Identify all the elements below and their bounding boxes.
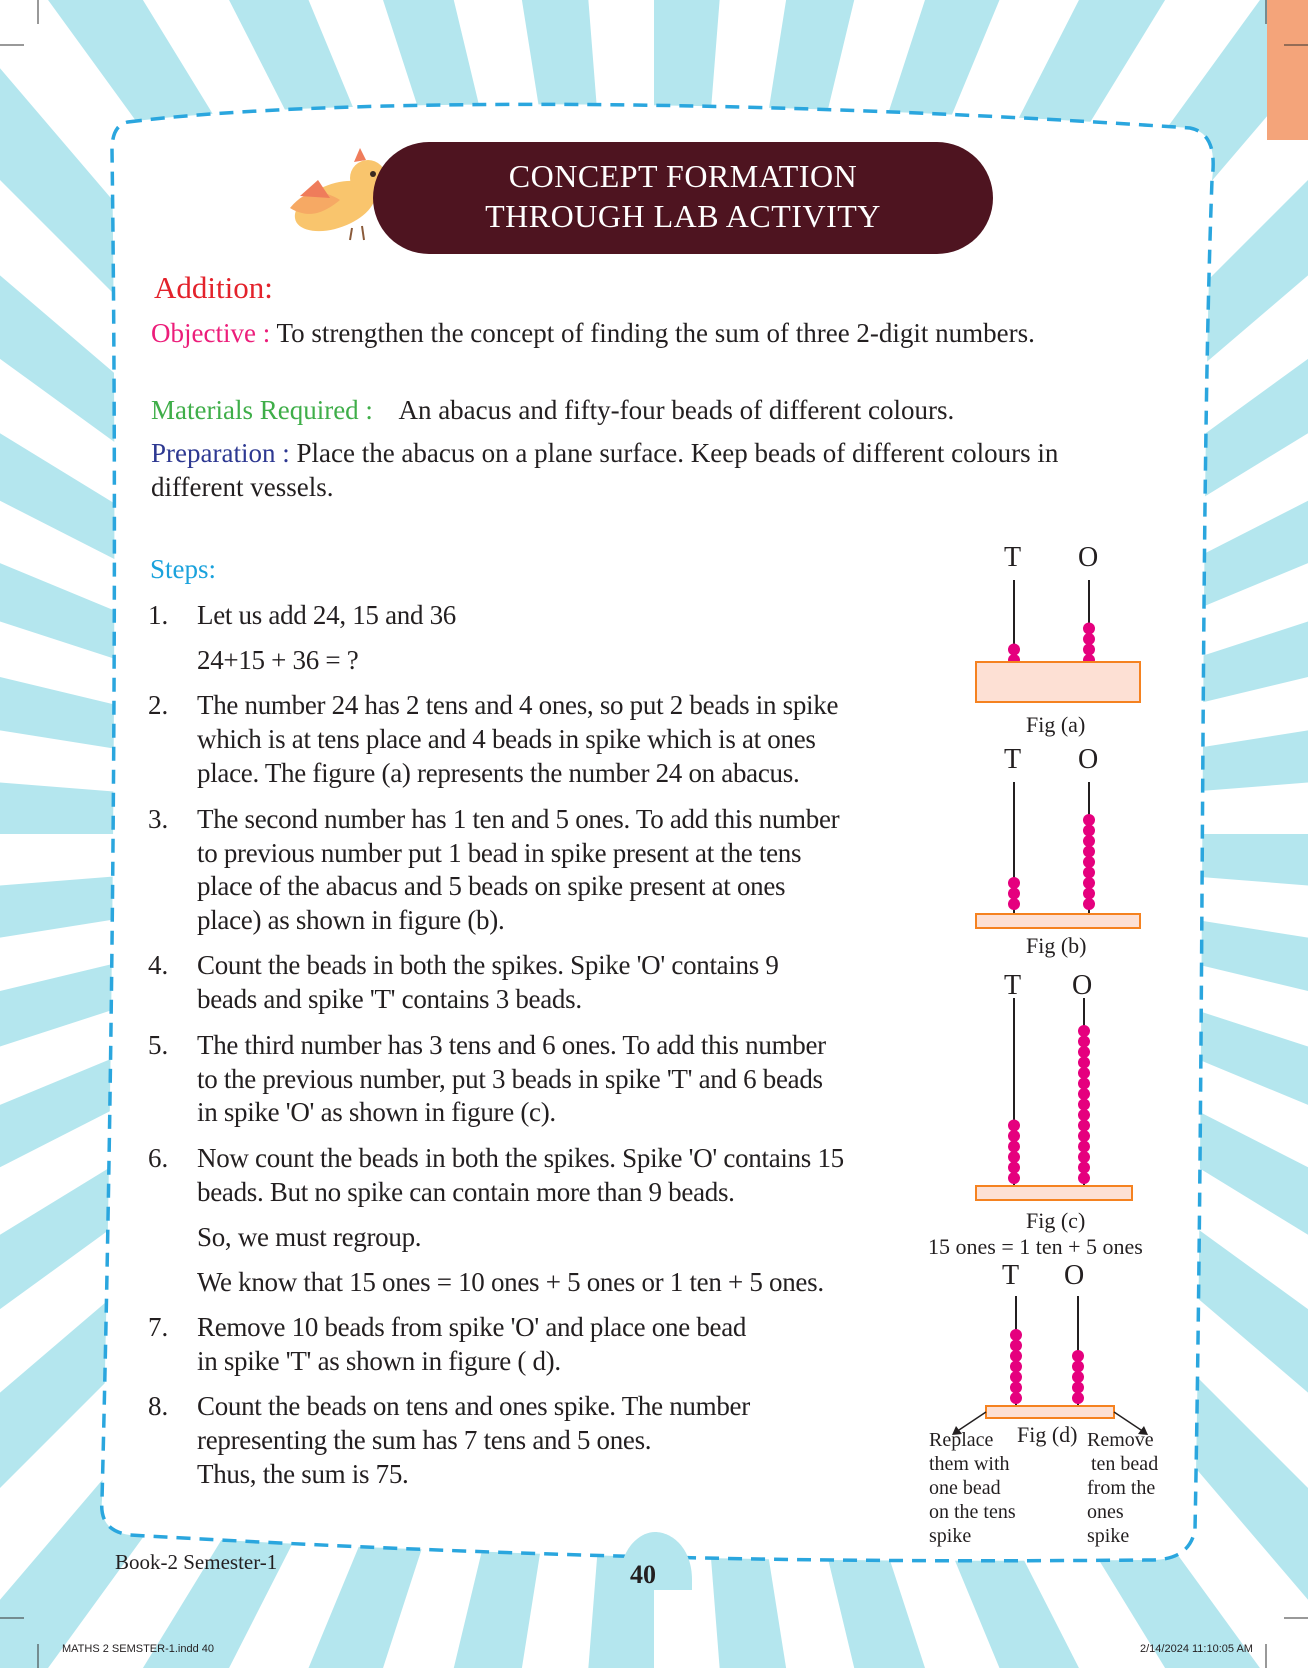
figure-caption: Fig (b) [1026, 933, 1087, 958]
steps-title: Steps: [150, 554, 217, 584]
ones-bead [1083, 867, 1095, 879]
title-banner [373, 142, 993, 254]
objective-text: To strengthen the concept of finding the sum of three 2-digit numbers. [276, 318, 1035, 348]
figure-caption: Fig (c) [1026, 1208, 1086, 1233]
ones-bead [1083, 814, 1095, 826]
tens-bead [1010, 1392, 1022, 1404]
step-line: We know that 15 ones = 10 ones + 5 ones or 1 ten + 5 ones. [197, 1267, 824, 1297]
note-line: ten bead [1091, 1453, 1159, 1475]
tens-bead [1010, 1382, 1022, 1394]
materials-label: Materials Required : [151, 395, 373, 425]
note-line: them with [929, 1453, 1010, 1475]
ones-bead [1078, 1109, 1090, 1121]
remove-note [1087, 1428, 1158, 1548]
ones-bead [1072, 1350, 1084, 1362]
tens-bead [1010, 1340, 1022, 1352]
tens-bead [1010, 1371, 1022, 1383]
abacus-base [976, 1186, 1132, 1200]
note-line: spike [1087, 1525, 1130, 1547]
tens-bead [1008, 1141, 1020, 1153]
ones-bead [1083, 825, 1095, 837]
step-number: 6. [148, 1143, 169, 1173]
step-line: Count the beads on tens and ones spike. The number [197, 1391, 750, 1421]
ones-bead [1083, 846, 1095, 858]
tens-bead [1010, 1350, 1022, 1362]
preparation-text: Place the abacus on a plane surface. Keep beads of different colours in different vessels. [151, 438, 1059, 502]
tens-bead [1010, 1361, 1022, 1373]
step-line: to previous number put 1 bead in spike present at the tens [197, 838, 802, 868]
step-line: in spike 'T' as shown in figure ( d). [197, 1346, 561, 1376]
chapter-tab [1267, 0, 1308, 140]
ones-bead [1083, 888, 1095, 900]
objective-label: Objective : [151, 318, 271, 348]
tens-bead [1008, 1130, 1020, 1142]
note-line: spike [929, 1525, 972, 1547]
page-number: 40 [630, 1560, 656, 1589]
tens-bead [1008, 1172, 1020, 1184]
print-slug-file: MATHS 2 SEMSTER-1.indd 40 [62, 1643, 215, 1655]
tens-bead [1010, 1329, 1022, 1341]
ones-bead [1078, 1057, 1090, 1069]
step-line: So, we must regroup. [197, 1222, 422, 1252]
step-line: Thus, the sum is 75. [197, 1459, 409, 1489]
preparation-label: Preparation : [151, 438, 290, 468]
note-line: one bead [929, 1477, 1001, 1499]
step-number: 5. [148, 1030, 169, 1060]
step-line: 24+15 + 36 = ? [197, 645, 359, 675]
ones-bead [1078, 1025, 1090, 1037]
step-number: 7. [148, 1312, 169, 1342]
abacus-drawing [970, 580, 1150, 705]
note-line: ones [1087, 1501, 1124, 1523]
ones-label: O [1078, 744, 1099, 775]
step-line: Remove 10 beads from spike 'O' and place one bead [197, 1312, 747, 1342]
step-line: Count the beads in both the spikes. Spike 'O' contains 9 [197, 950, 779, 980]
ones-bead [1083, 877, 1095, 889]
step-line: beads. But no spike can contain more than 9 beads. [197, 1177, 735, 1207]
note-line: from the [1087, 1477, 1156, 1499]
ones-bead [1083, 898, 1095, 910]
tens-label: T [1004, 970, 1022, 1001]
ones-bead [1078, 1099, 1090, 1111]
tens-label: T [1004, 744, 1022, 775]
step-line: place) as shown in figure (b). [197, 905, 505, 935]
ones-bead [1078, 1120, 1090, 1132]
ones-bead [1083, 633, 1095, 645]
ones-bead [1078, 1130, 1090, 1142]
tens-bead [1008, 1151, 1020, 1163]
abacus-base [976, 662, 1140, 702]
abacus-drawing [970, 782, 1150, 932]
ones-bead [1072, 1361, 1084, 1373]
abacus-base [986, 1406, 1114, 1418]
abacus-drawing [970, 998, 1150, 1204]
ones-label: O [1072, 970, 1093, 1001]
step-line: Let us add 24, 15 and 36 [197, 600, 457, 630]
step-line: to the previous number, put 3 beads in spike 'T' and 6 beads [197, 1064, 823, 1094]
ones-bead [1078, 1172, 1090, 1184]
abacus-drawing [920, 1290, 1160, 1440]
step-number: 8. [148, 1391, 169, 1421]
banner-line-1: CONCEPT FORMATION [508, 158, 858, 194]
tens-bead [1008, 644, 1020, 656]
ones-bead [1083, 856, 1095, 868]
ones-bead [1083, 835, 1095, 847]
tens-bead [1008, 1162, 1020, 1174]
replace-note [929, 1428, 1016, 1548]
note-line: Replace [929, 1429, 994, 1451]
ones-bead [1072, 1382, 1084, 1394]
ones-bead [1072, 1392, 1084, 1404]
ones-bead [1083, 623, 1095, 635]
step-line: The number 24 has 2 tens and 4 ones, so put 2 beads in spike [197, 690, 839, 720]
materials-paragraph [151, 393, 1111, 427]
step-line: Now count the beads in both the spikes. Spike 'O' contains 15 [197, 1143, 844, 1173]
abacus-base [976, 914, 1140, 928]
banner-line-2: THROUGH LAB ACTIVITY [485, 198, 881, 234]
ones-bead [1078, 1151, 1090, 1163]
ones-bead [1078, 1088, 1090, 1100]
tens-bead [1008, 1120, 1020, 1132]
ones-bead [1072, 1371, 1084, 1383]
tens-bead [1008, 877, 1020, 889]
tens-label: T [1002, 1260, 1020, 1291]
ones-label: O [1078, 542, 1099, 573]
step-line: The second number has 1 ten and 5 ones. To add this number [197, 804, 840, 834]
step-number: 4. [148, 950, 169, 980]
tens-bead [1008, 898, 1020, 910]
step-number: 2. [148, 690, 169, 720]
ones-label: O [1064, 1260, 1085, 1291]
step-line: in spike 'O' as shown in figure (c). [197, 1097, 556, 1127]
note-line: on the tens [929, 1501, 1016, 1523]
section-heading: Addition: [154, 270, 273, 305]
print-slug-date: 2/14/2024 11:10:05 AM [1140, 1643, 1253, 1655]
book-label: Book-2 Semester-1 [115, 1550, 278, 1574]
materials-text: An abacus and fifty-four beads of different colours. [398, 395, 955, 425]
step-line: place. The figure (a) represents the number 24 on abacus. [197, 758, 800, 788]
note-line: Remove [1087, 1429, 1154, 1451]
step-line: beads and spike 'T' contains 3 beads. [197, 984, 582, 1014]
ones-bead [1078, 1036, 1090, 1048]
figure-caption: Fig (d) [1017, 1422, 1078, 1447]
ones-bead [1078, 1046, 1090, 1058]
ones-bead [1078, 1078, 1090, 1090]
step-line: which is at tens place and 4 beads in spike which is at ones [197, 724, 816, 754]
ones-bead [1078, 1162, 1090, 1174]
figure-caption: Fig (a) [1026, 712, 1086, 737]
regroup-note: 15 ones = 1 ten + 5 ones [928, 1234, 1143, 1259]
step-line: The third number has 3 tens and 6 ones. To add this number [197, 1030, 826, 1060]
tens-label: T [1004, 542, 1022, 573]
objective-paragraph [151, 316, 1111, 350]
ones-bead [1078, 1141, 1090, 1153]
step-line: representing the sum has 7 tens and 5 ones. [197, 1425, 652, 1455]
step-line: place of the abacus and 5 beads on spike present at ones [197, 871, 786, 901]
tens-bead [1008, 888, 1020, 900]
preparation-paragraph [151, 436, 1111, 504]
ones-bead [1083, 644, 1095, 656]
step-number: 1. [148, 600, 169, 630]
ones-bead [1078, 1067, 1090, 1079]
step-number: 3. [148, 804, 169, 834]
